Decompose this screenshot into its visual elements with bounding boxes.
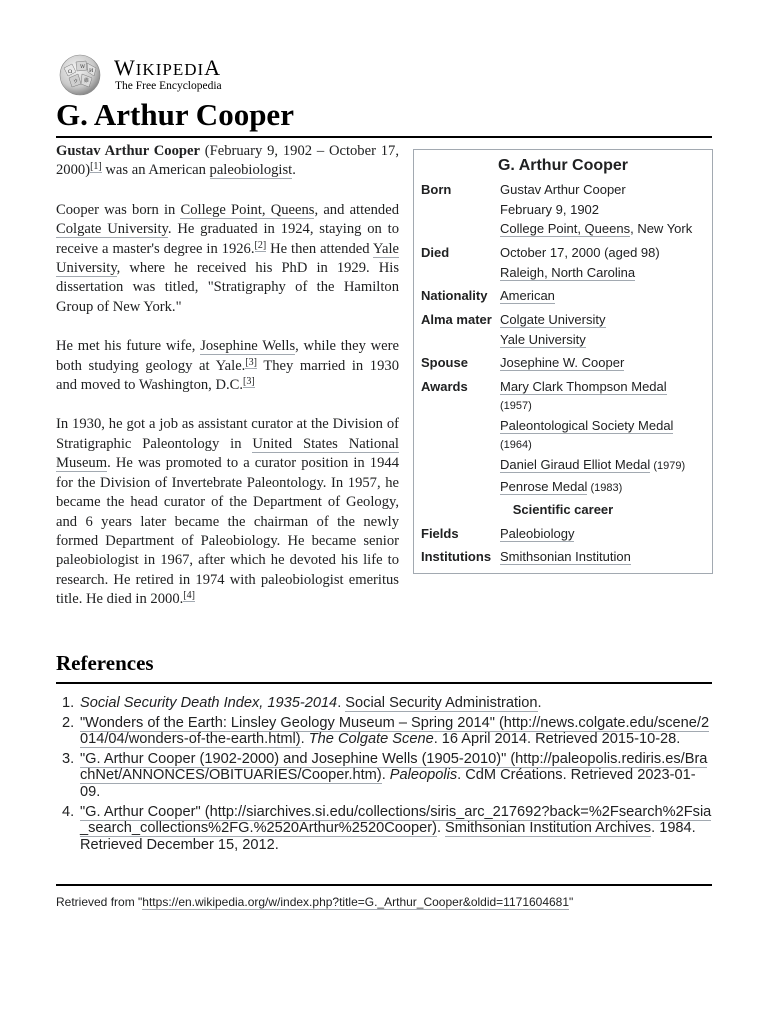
wikipedia-globe-icon bbox=[56, 54, 105, 96]
citation-ref[interactable]: [4] bbox=[183, 590, 195, 602]
link-paleobiologist[interactable]: paleobiologist bbox=[209, 162, 293, 179]
link-raleigh[interactable]: Raleigh, North Carolina bbox=[500, 264, 636, 280]
infobox-label-alma-mater: Alma mater bbox=[421, 312, 492, 327]
infobox-label-awards: Awards bbox=[421, 379, 468, 394]
infobox-label-fields: Fields bbox=[421, 526, 459, 541]
link-award-paleontological[interactable]: Paleontological Society Medal bbox=[500, 418, 674, 433]
link-colgate-university[interactable]: Colgate University bbox=[56, 221, 168, 238]
infobox-label-born: Born bbox=[421, 182, 452, 197]
link-siarchives[interactable]: "G. Arthur Cooper" (http://siarchives.si.edu/collections/siris_arc_217692?back=%2Fsearch%2Fsia_search_collections%2FG.%2520Arthur%2520Cooper) bbox=[80, 803, 712, 837]
link-college-point[interactable]: College Point, Queens bbox=[180, 201, 315, 218]
reference-item: 1. Social Security Death Index, 1935-2014. Social Security Administration. bbox=[62, 695, 542, 711]
wikipedia-logo[interactable] bbox=[56, 54, 256, 96]
link-smithsonian[interactable]: Smithsonian Institution bbox=[500, 549, 631, 564]
infobox-value-died: October 17, 2000 (aged 98) Raleigh, North Carolina bbox=[500, 245, 660, 280]
infobox-value-fields bbox=[500, 524, 710, 544]
infobox-label-institutions: Institutions bbox=[421, 549, 492, 564]
link-colgate-scene[interactable]: "Wonders of the Earth: Linsley Geology Museum – Spring 2014" (http://news.colgate.edu/scene/2014/04/wonders-of-the-earth.html) bbox=[80, 714, 710, 748]
citation-ref[interactable]: [2] bbox=[254, 239, 267, 251]
references-list bbox=[62, 695, 714, 856]
references-heading: References bbox=[56, 650, 712, 684]
paragraph-career: In 1930, he got a job as assistant curator at the Division of Stratigraphic Paleontology in United States National Museum. He was promoted to a curator position in 1944 for the Division of Invertebrate Paleontology. In 1957, he became the head curator of the Department of Geology, and 6 years later became the chairman of the newly formed Department of Paleobiology. He became senior paleobiologist in 1967, after which he devoted his life to research. He retired in 1974 with paleobiologist emeritus title. He died in 2000.[4] bbox=[56, 416, 399, 608]
link-ssa[interactable]: Social Security Administration bbox=[345, 695, 538, 711]
link-award-thompson[interactable]: Mary Clark Thompson Medal bbox=[500, 379, 667, 394]
infobox-value-institutions bbox=[500, 547, 710, 567]
link-permanent-url[interactable]: https://en.wikipedia.org/w/index.php?title=G._Arthur_Cooper&oldid=1171604681 bbox=[142, 895, 570, 909]
page-title: G. Arthur Cooper bbox=[56, 96, 712, 138]
citation-ref[interactable]: [1] bbox=[90, 161, 102, 173]
paragraph-marriage: He met his future wife, Josephine Wells, while they were both studying geology at Yale.[3] They married in 1930 and moved to Washington, D.C.[3] bbox=[56, 338, 399, 394]
subject-name: Gustav Arthur Cooper bbox=[56, 143, 200, 159]
infobox-value-born: Gustav Arthur Cooper February 9, 1902 College Point, Queens, New York bbox=[500, 182, 693, 236]
svg-text:W: W bbox=[80, 64, 86, 70]
link-award-elliot[interactable]: Daniel Giraud Elliot Medal bbox=[500, 457, 651, 472]
link-spouse[interactable]: Josephine W. Cooper bbox=[500, 355, 625, 370]
reference-item: 2. "Wonders of the Earth: Linsley Geology Museum – Spring 2014" (http://news.colgate.edu/scene/2014/04/wonders-of-the-earth.html). The Colgate Scene. 16 April 2014. Retrieved 2015-10-28. bbox=[62, 714, 710, 748]
article-body bbox=[56, 142, 399, 630]
link-yale-university[interactable]: Yale University bbox=[56, 240, 399, 277]
wikipedia-wordmark: WIKIPEDIA bbox=[114, 55, 222, 80]
infobox-value-nationality bbox=[500, 286, 710, 306]
infobox-title: G. Arthur Cooper bbox=[497, 157, 629, 174]
paragraph-education: Cooper was born in College Point, Queens, and attended Colgate University. He graduated in 1924, staying on to receive a master's degree in 1926.[2] He then attended Yale University, where he received his PhD in 1929. His dissertation was titled, "Stratigraphy of the Hamilton Group of New York." bbox=[56, 201, 400, 315]
footer-divider bbox=[56, 884, 712, 886]
paragraph-intro: Gustav Arthur Cooper (February 9, 1902 – October 17, 2000)[1] was an American paleobiologist. bbox=[56, 143, 399, 179]
reference-item: 3. "G. Arthur Cooper (1902-2000) and Josephine Wells (1905-2010)" (http://paleopolis.rediris.es/BrachNet/ANNONCES/OBITUARIES/Cooper.htm). Paleopolis. CdM Créations. Retrieved 2023-01-09. bbox=[62, 750, 708, 800]
link-paleobiology[interactable]: Paleobiology bbox=[500, 526, 575, 541]
svg-text:Ω: Ω bbox=[68, 69, 73, 75]
infobox-header-scientific-career: Scientific career bbox=[512, 502, 614, 517]
link-yale-infobox[interactable]: Yale University bbox=[500, 331, 586, 347]
link-josephine-wells[interactable]: Josephine Wells bbox=[200, 338, 296, 355]
infobox-value-alma-mater bbox=[500, 310, 710, 349]
infobox-label-spouse: Spouse bbox=[421, 355, 468, 370]
reference-item: 4. "G. Arthur Cooper" (http://siarchives.si.edu/collections/siris_arc_217692?back=%2Fsearch%2Fsia_search_collections%2FG.%2520Arthur%2520Cooper). Smithsonian Institution Archives. 1984. Retrieved December 15, 2012. bbox=[62, 803, 712, 853]
svg-text:И: И bbox=[89, 68, 94, 74]
link-smithsonian-archives[interactable]: Smithsonian Institution Archives bbox=[445, 820, 652, 837]
citation-ref[interactable]: [3] bbox=[245, 356, 257, 368]
wikipedia-tagline: The Free Encyclopedia bbox=[115, 80, 222, 92]
retrieved-from: Retrieved from "https://en.wikipedia.org/w/index.php?title=G._Arthur_Cooper&oldid=1171604681" bbox=[56, 895, 574, 909]
svg-text:ウ: ウ bbox=[73, 79, 79, 85]
link-paleopolis[interactable]: "G. Arthur Cooper (1902-2000) and Josephine Wells (1905-2010)" (http://paleopolis.rediris.es/BrachNet/ANNONCES/OBITUARIES/Cooper.htm) bbox=[80, 750, 708, 784]
infobox bbox=[413, 149, 713, 574]
svg-text:維: 維 bbox=[84, 78, 90, 84]
link-american[interactable]: American bbox=[500, 288, 555, 303]
link-award-penrose[interactable]: Penrose Medal bbox=[500, 478, 588, 494]
infobox-value-awards: Mary Clark Thompson Medal (1957) Paleontological Society Medal (1964) Daniel Giraud Elliot Medal (1979) Penrose Medal (1983) bbox=[500, 379, 686, 494]
link-colgate-infobox[interactable]: Colgate University bbox=[500, 312, 606, 327]
link-college-point-infobox[interactable]: College Point, Queens bbox=[500, 221, 631, 236]
infobox-label-died: Died bbox=[421, 245, 450, 260]
link-national-museum[interactable]: United States National Museum bbox=[56, 435, 399, 472]
infobox-label-nationality: Nationality bbox=[421, 288, 488, 303]
infobox-value-spouse bbox=[500, 353, 710, 373]
citation-ref[interactable]: [3] bbox=[243, 376, 255, 388]
